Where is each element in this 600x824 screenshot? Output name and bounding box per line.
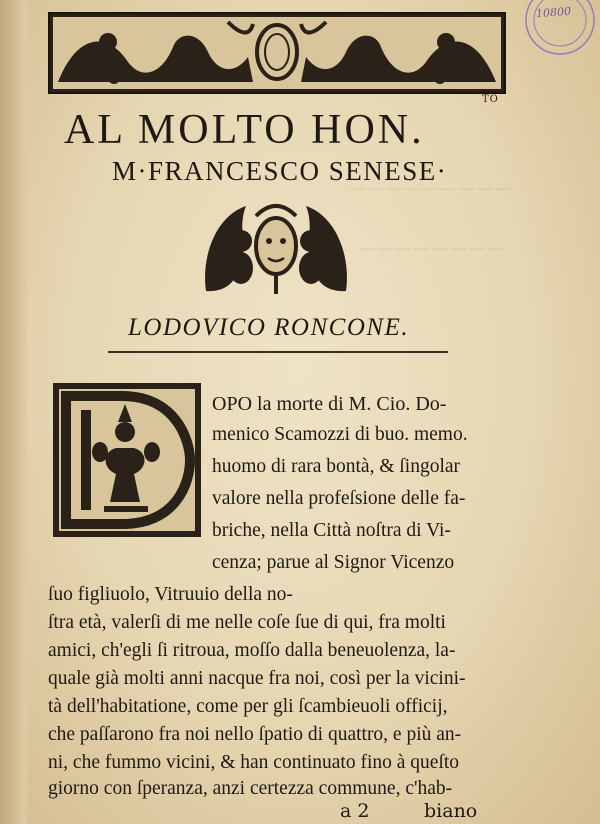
body-line: giorno con ſperanza, anzi certezza commune, c'hab-	[48, 778, 453, 799]
body-line: che paſſarono fra noi nello ſpatio di quattro, e più an-	[48, 724, 462, 745]
body-line: ſuo figliuolo, Vitruuio della no-	[48, 584, 293, 605]
body-line: amici, ch'egli ſi ritroua, moſſo dalla beneuolenza, la-	[48, 640, 456, 661]
body-line: ni, che fummo vicini, & han continuato fino à queſto	[48, 752, 460, 773]
decorated-initial-d	[52, 382, 202, 538]
body-line: OPO la morte di M. Cio. Do-	[212, 393, 447, 415]
stamp-number: 10800	[535, 4, 572, 21]
bleed-through-text: — — — — — — — —	[360, 240, 502, 257]
page-edge-shadow	[0, 0, 30, 824]
catchword-top: TO	[482, 94, 499, 105]
body-line: cenza; parue al Signor Vicenzo	[212, 552, 455, 573]
dedication-title-line2: M·FRANCESCO SENESE·	[112, 156, 448, 186]
body-line: huomo di rara bontà, & ſingolar	[212, 456, 461, 477]
woodcut-headpiece-ornament	[48, 12, 506, 94]
title-rule	[108, 351, 448, 353]
signature-mark: a 2	[340, 800, 370, 822]
body-line: briche, nella Città noſtra di Vi-	[212, 520, 451, 541]
dedication-title-line1: AL MOLTO HON.	[64, 107, 425, 153]
bleed-through-text: — — — — — — — — —	[350, 180, 511, 197]
author-name: LODOVICO RONCONE.	[128, 314, 410, 341]
putti-mask-ornament	[196, 196, 356, 298]
body-line: menico Scamozzi di buo. memo.	[212, 424, 468, 445]
body-line: valore nella profeſsione delle fa-	[212, 488, 466, 509]
catchword-bottom: biano	[424, 800, 478, 822]
body-line: ſtra età, valerſi di me nelle coſe ſue di qui, fra molti	[48, 612, 446, 633]
body-line: quale già molti anni nacque fra noi, così per la vicini-	[48, 668, 466, 689]
body-line: tà dell'habitatione, come per gli ſcambieuoli officij,	[48, 696, 448, 717]
